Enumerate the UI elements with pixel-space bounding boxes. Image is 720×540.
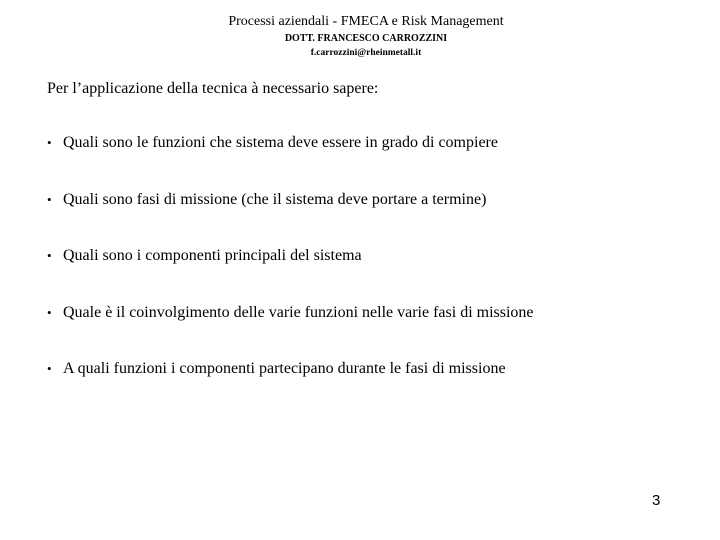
bullet-icon: • <box>47 135 52 150</box>
bullet-text: Quali sono fasi di missione (che il sistema deve portare a termine) <box>63 190 487 208</box>
list-item <box>47 303 534 323</box>
bullet-text: Quali sono i componenti principali del sistema <box>63 247 362 264</box>
slide-header <box>0 12 720 60</box>
list-item <box>47 133 534 153</box>
bullet-icon: • <box>47 304 52 320</box>
intro-text: Per l’applicazione della tecnica à necessario sapere: <box>47 80 379 97</box>
header-author: DOTT. FRANCESCO CARROZZINI <box>284 33 448 44</box>
bullet-icon: • <box>47 248 52 263</box>
bullet-list <box>47 133 534 416</box>
bullet-text: Quale è il coinvolgimento delle varie funzioni nelle varie fasi di missione <box>63 303 534 321</box>
list-item <box>47 359 534 379</box>
page-number: 3 <box>652 492 661 509</box>
bullet-text: Quali sono le funzioni che sistema deve essere in grado di compiere <box>63 134 498 151</box>
bullet-text: A quali funzioni i componenti partecipano durante le fasi di missione <box>63 360 506 377</box>
header-email: f.carrozzini@rheinmetall.it <box>310 48 422 58</box>
list-item <box>47 246 534 266</box>
list-item <box>47 190 534 210</box>
bullet-icon: • <box>47 191 52 207</box>
bullet-icon: • <box>47 361 52 376</box>
header-title: Processi aziendali - FMECA e Risk Management <box>228 14 504 29</box>
